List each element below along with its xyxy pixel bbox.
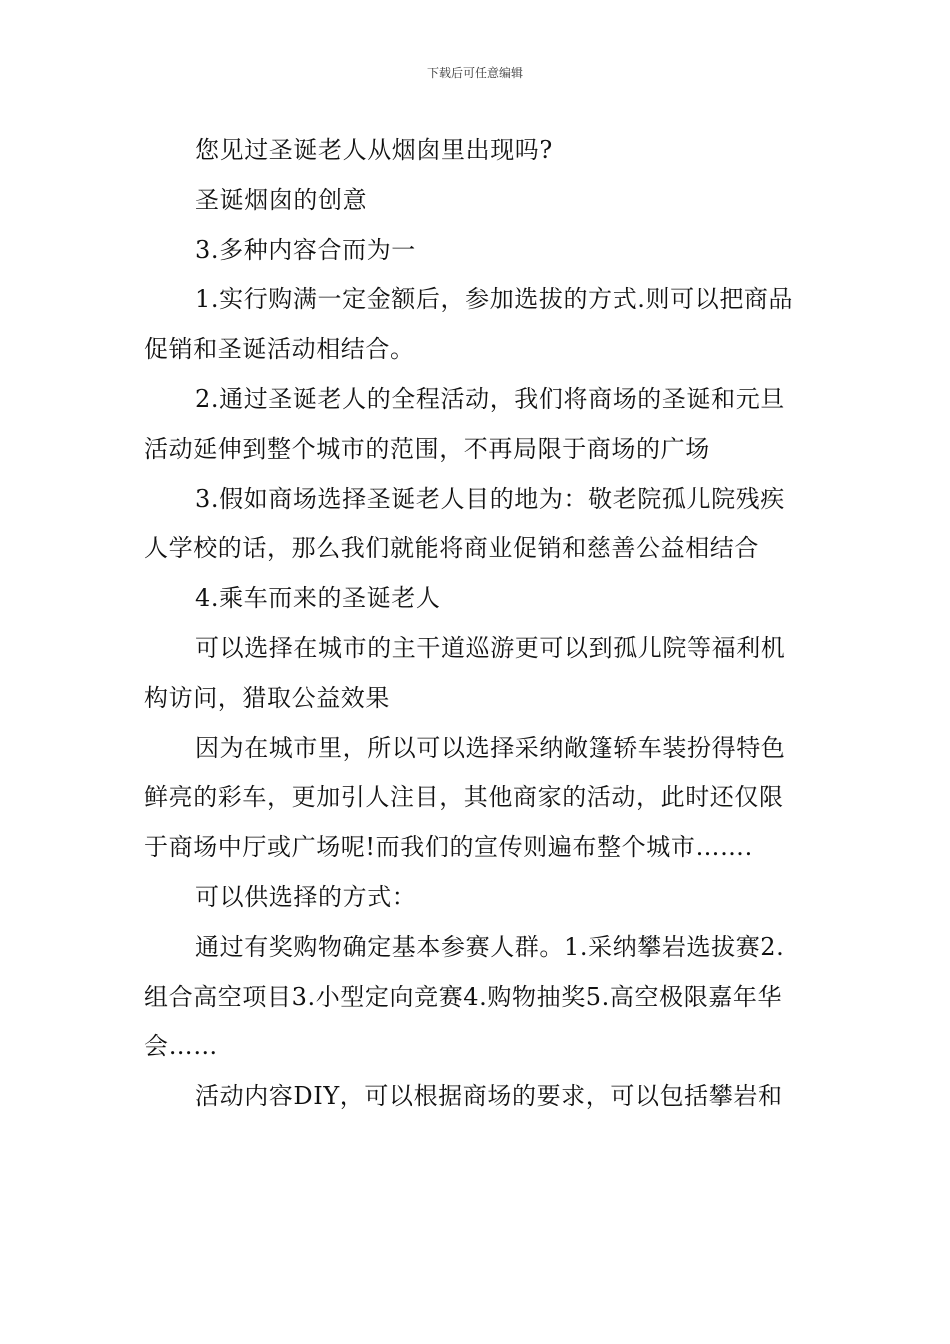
paragraph-item-1: 1.实行购满一定金额后，参加选拔的方式.则可以把商品促销和圣诞活动相结合。 <box>144 285 794 364</box>
document-body <box>144 126 808 1122</box>
paragraph-item-3: 3.假如商场选择圣诞老人目的地为：敬老院孤儿院残疾人学校的话，那么我们就能将商业促销和慈善公益相结合 <box>144 484 785 563</box>
paragraph-section-4: 4.乘车而来的圣诞老人 <box>195 584 441 613</box>
paragraph-item-2: 2.通过圣诞老人的全程活动，我们将商场的圣诞和元旦活动延伸到整个城市的范围，不再局限于商场的广场 <box>144 384 785 463</box>
paragraph-diy: 活动内容DIY，可以根据商场的要求，可以包括攀岩和 <box>195 1082 783 1111</box>
page-header: 下载后可任意编辑 <box>426 66 523 80</box>
paragraph-options-list: 通过有奖购物确定基本参赛人群。1.采纳攀岩选拔赛2.组合高空项目3.小型定向竞赛4.购物抽奖5.高空极限嘉年华会…… <box>144 932 785 1061</box>
paragraph-options-heading: 可以供选择的方式： <box>195 882 417 911</box>
paragraph-santa-chimney-question: 您见过圣诞老人从烟囱里出现吗? <box>195 136 553 164</box>
paragraph-chimney-idea: 圣诞烟囱的创意 <box>195 185 368 214</box>
paragraph-parade: 可以选择在城市的主干道巡游更可以到孤儿院等福利机构访问，猎取公益效果 <box>144 633 786 712</box>
paragraph-section-3: 3.多种内容合而为一 <box>195 235 416 264</box>
paragraph-float-car: 因为在城市里，所以可以选择采纳敞篷轿车装扮得特色鲜亮的彩车，更加引人注目，其他商家的活动，此时还仅限于商场中厅或广场呢!而我们的宣传则遍布整个城市……. <box>144 733 786 862</box>
